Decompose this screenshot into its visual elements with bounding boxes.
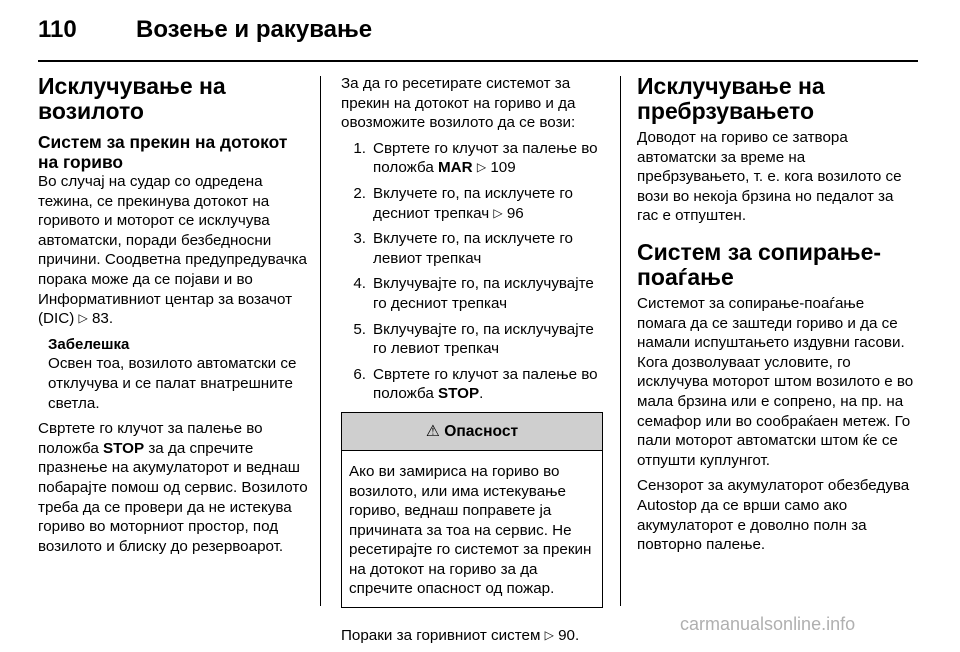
reference-arrow-icon: ▷ [544, 628, 554, 643]
bold-term: MAR [438, 159, 473, 177]
reference-arrow-icon: ▷ [476, 160, 487, 175]
page-header [38, 16, 918, 56]
paragraph [38, 172, 310, 329]
paragraph-text: Пораки за горивниот систем [341, 627, 541, 645]
step-text [373, 184, 603, 223]
column-right [637, 74, 917, 561]
warning-title: Опасност [444, 422, 519, 440]
step-number: 3. [353, 230, 366, 248]
chapter-title: Возење и ракување [136, 16, 373, 43]
step-number: 6. [353, 365, 366, 383]
step-text-main: Вклучете го, па исклучете го десниот трепкач [373, 184, 573, 222]
warning-box [341, 412, 603, 608]
note-box [38, 335, 310, 413]
step-text: Вклучувајте го, па исклучувајте го левиот трепкач [373, 320, 594, 358]
intro-paragraph: За да го ресетирате системот за прекин на дотокот на гориво и да овозможите возилото да се вози: [341, 75, 576, 132]
paragraph: Сензорот за акумулаторот обезбедува Autostop да се врши само ако акумулаторот е доволно полн за повторно палење. [637, 477, 910, 554]
punctuation: . [479, 385, 484, 403]
step-number: 4. [353, 275, 366, 293]
step-number: 1. [353, 139, 366, 157]
subsection-heading: Систем за прекин на дотокот на гориво [38, 132, 288, 172]
step-text-main: Свртете го клучот за палење во положба [373, 365, 598, 403]
page-reference-link[interactable]: 96 [506, 204, 524, 222]
step-text-main: Свртете го клучот за палење во положба [373, 139, 598, 177]
paragraph [38, 419, 310, 556]
note-title: Забелешка [48, 335, 130, 353]
paragraph-text: Свртете го клучот за палење во положба [38, 420, 263, 457]
column-divider [320, 76, 321, 606]
paragraph: Системот за сопирање-поаѓање помага да се заштеди гориво и да се намали испуштањето издувни гасови. Кога дозволуваат условите, го исклучува моторот штом возилото е во мала брзина или е сопрено, на пр. на семафор или во сообраќаен метеж. Го пали моторот автоматски штом ќе се отпушти куплунгот. [637, 294, 914, 469]
step-text [373, 139, 603, 178]
reference-arrow-icon: ▷ [493, 205, 503, 220]
column-left [38, 74, 310, 562]
paragraph-text: за да спречите празнење на акумулаторот и веднаш побарајте помош од сервис. Возилото треба да се провери да не истекува гориво во моторниот простор, под возилото и блиску до резервоарот. [38, 439, 308, 555]
section-heading: Исклучување на пребрзувањето [637, 73, 825, 124]
list-item [341, 229, 603, 268]
column-middle [341, 74, 603, 652]
warning-body: Ако ви замириса на гориво во возилото, или има истекување гориво, веднаш поправете ја причината за тоа на сервис. Не ресетирајте го системот за прекин на дотокот на гориво за да спречите опасност од пожар. [349, 462, 592, 598]
paragraph [341, 626, 603, 646]
section-heading: Исклучување на возилото [38, 73, 226, 124]
list-item [341, 274, 603, 313]
paragraph: Доводот на гориво се затвора автоматски за време на пребрзувањето, т. е. кога возилото се вози во некоја брзина но педалот за гас е отпуштен. [637, 129, 902, 225]
section-heading: Систем за сопирање-поаѓање [637, 238, 882, 290]
watermark: carmanualsonline.info [680, 614, 856, 634]
list-item [341, 139, 603, 178]
header-rule [38, 60, 918, 62]
step-number: 2. [353, 184, 366, 202]
warning-icon: ⚠ [425, 422, 440, 440]
page-reference-link[interactable]: 109 [490, 159, 516, 177]
reference-arrow-icon: ▷ [78, 311, 88, 326]
column-divider [620, 76, 621, 606]
step-text [373, 365, 603, 404]
list-item [341, 184, 603, 223]
bold-term: STOP [103, 439, 145, 457]
step-text: Вклучувајте го, па исклучувајте го десниот трепкач [373, 275, 594, 312]
paragraph-text: Во случај на судар со одредена тежина, се прекинува дотокот на горивото и моторот се исклучува автоматски, поради безбедносни причини. Соодветна предупредувачка порака може да се појави и во Информативниот центар за возачот (DIC) [38, 173, 307, 328]
list-item [341, 365, 603, 404]
steps-list [341, 139, 603, 404]
page-number: 110 [38, 16, 77, 43]
note-body: Освен тоа, возилото автоматски се отклучува и се палат внатрешните светла. [48, 355, 297, 412]
bold-term: STOP [438, 385, 480, 403]
warning-header [342, 413, 602, 451]
list-item [341, 320, 603, 359]
step-text: Вклучете го, па исклучете го левиот трепкач [373, 230, 573, 267]
page-reference-link[interactable]: 83. [91, 310, 114, 328]
page-reference-link[interactable]: 90. [558, 627, 580, 645]
step-number: 5. [353, 320, 366, 338]
